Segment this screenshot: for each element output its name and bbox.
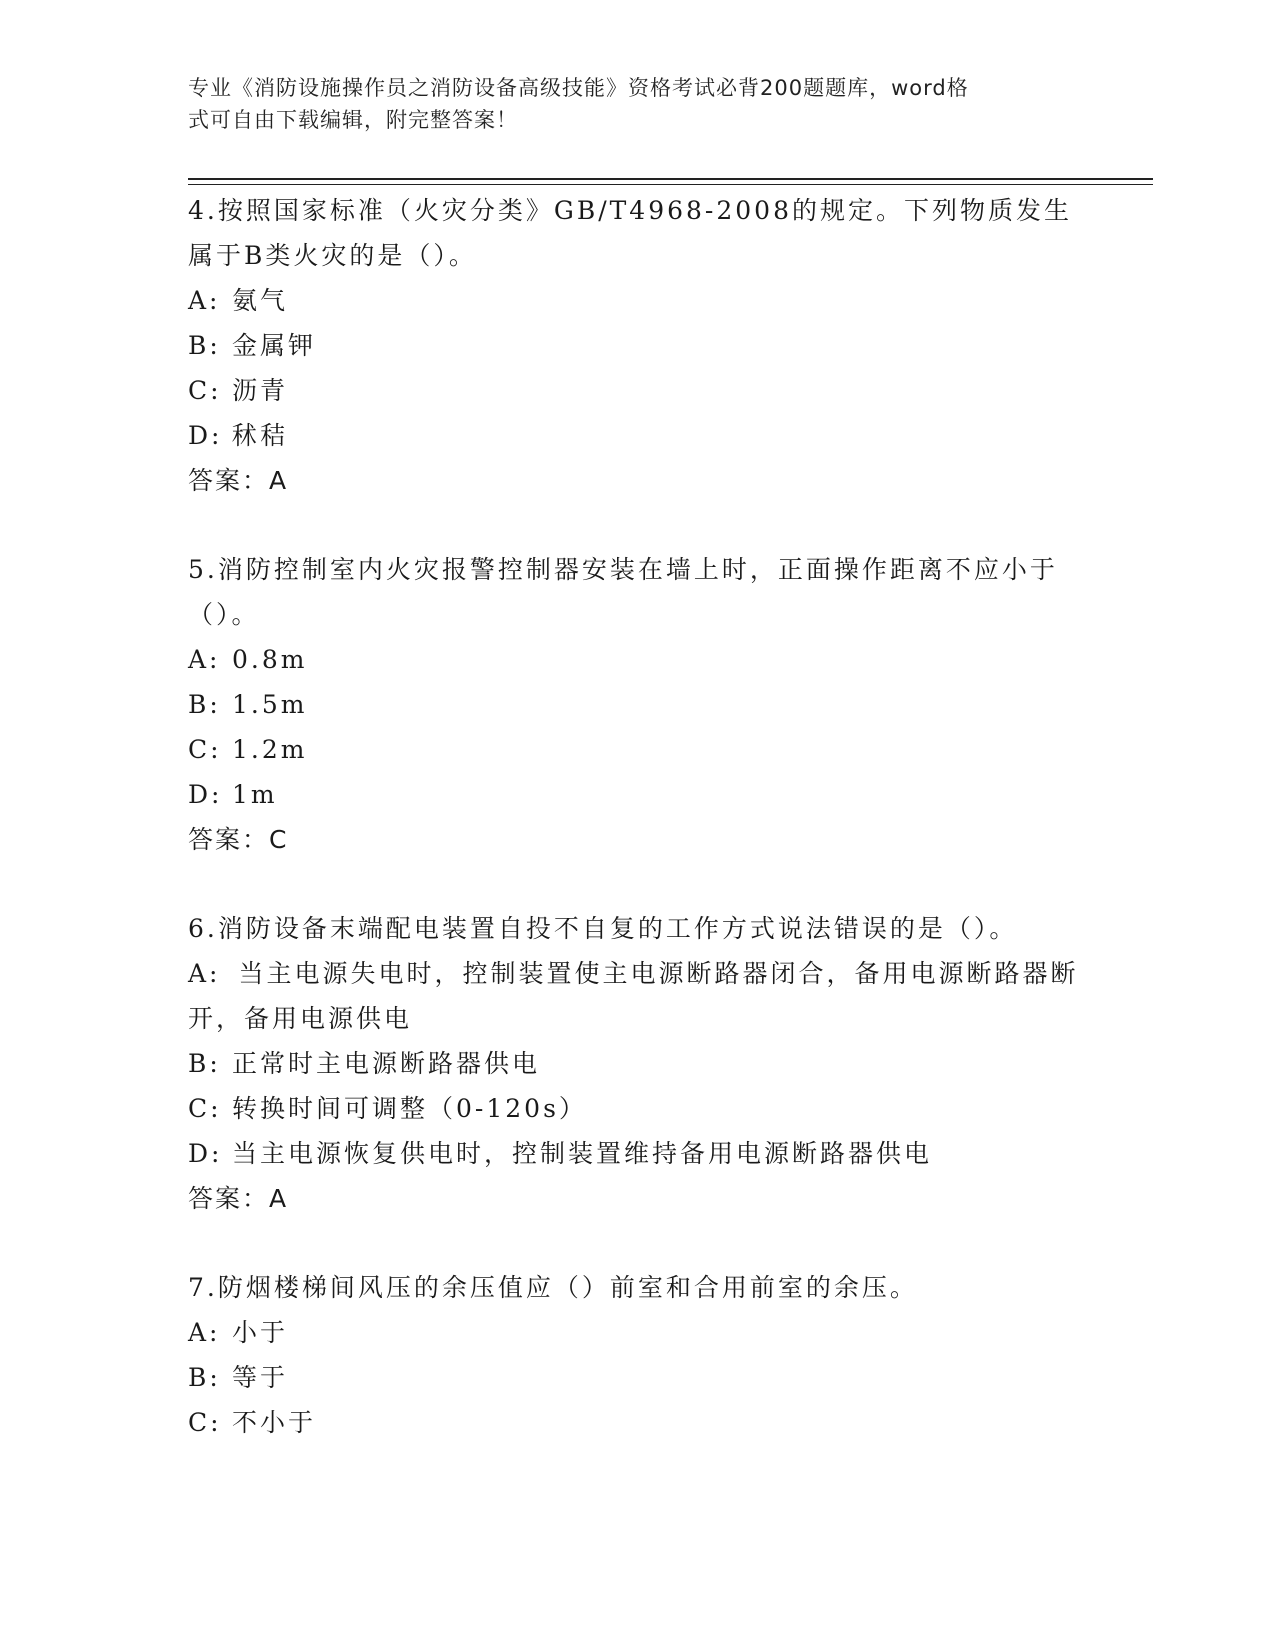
option-a: [188, 1310, 1088, 1355]
question-4: [188, 188, 1088, 503]
option-d: [188, 772, 1088, 817]
question-5: [188, 547, 1088, 862]
option-text: 正常时主电源断路器供电: [232, 1049, 541, 1078]
header-divider-thin: [188, 184, 1153, 185]
option-d: [188, 1131, 1088, 1176]
option-c: [188, 368, 1088, 413]
option-letter: D:: [188, 421, 223, 450]
option-letter: B:: [188, 1363, 221, 1392]
question-number: 7.: [188, 1273, 218, 1302]
option-text: 氨气: [232, 286, 289, 315]
option-a: [188, 637, 1088, 682]
option-c: [188, 1086, 1088, 1131]
question-6: [188, 906, 1088, 1221]
question-text: 防烟楼梯间风压的余压值应（）前室和合用前室的余压。: [217, 1273, 918, 1302]
option-b: [188, 1041, 1088, 1086]
option-text: 小于: [232, 1318, 289, 1347]
answer-line: 答案：C: [188, 825, 289, 854]
option-text: 不小于: [232, 1408, 317, 1437]
option-text: 秫秸: [232, 421, 289, 450]
option-text: 1m: [232, 780, 278, 809]
question-number: 6.: [188, 914, 218, 943]
option-a: [188, 278, 1088, 323]
option-text: 等于: [232, 1363, 289, 1392]
question-list: [188, 188, 1088, 1489]
header-divider-thick: [188, 178, 1153, 180]
option-b: [188, 682, 1088, 727]
option-letter: A:: [188, 286, 221, 315]
option-letter: B:: [188, 331, 221, 360]
option-a: [188, 951, 1088, 1041]
question-title: [188, 188, 1088, 278]
option-text: 金属钾: [232, 331, 317, 360]
question-title: [188, 1265, 1088, 1310]
option-letter: C:: [188, 1094, 222, 1123]
option-letter: A:: [188, 959, 221, 988]
option-text: 1.2m: [232, 735, 308, 764]
option-text: 当主电源失电时，控制装置使主电源断路器闭合，备用电源断路器断开，备用电源供电: [188, 959, 1079, 1033]
question-number: 5.: [188, 555, 218, 584]
option-letter: A:: [188, 1318, 221, 1347]
option-c: [188, 1400, 1088, 1445]
option-text: 当主电源恢复供电时，控制装置维持备用电源断路器供电: [232, 1139, 933, 1168]
question-7: [188, 1265, 1088, 1445]
answer-line: 答案：A: [188, 466, 289, 495]
option-letter: A:: [188, 645, 221, 674]
option-b: [188, 323, 1088, 368]
header-line-1: 专业《消防设施操作员之消防设备高级技能》资格考试必背200题题库，word格: [188, 76, 969, 100]
answer-line: 答案：A: [188, 1184, 289, 1213]
option-letter: C:: [188, 376, 222, 405]
option-letter: B:: [188, 690, 221, 719]
question-number: 4.: [188, 196, 218, 225]
option-text: 转换时间可调整（0-120s）: [232, 1094, 587, 1123]
question-title: [188, 906, 1088, 951]
header-line-2: 式可自由下载编辑，附完整答案！: [188, 108, 518, 132]
question-text: 按照国家标准（火灾分类》GB/T4968-2008的规定。下列物质发生属于B类火灾的是（）。: [188, 196, 1072, 270]
question-text: 消防设备末端配电装置自投不自复的工作方式说法错误的是（）。: [217, 914, 1018, 943]
option-letter: C:: [188, 735, 222, 764]
option-text: 0.8m: [232, 645, 308, 674]
option-d: [188, 413, 1088, 458]
option-b: [188, 1355, 1088, 1400]
option-text: 1.5m: [232, 690, 308, 719]
option-letter: B:: [188, 1049, 221, 1078]
question-text: 消防控制室内火灾报警控制器安装在墙上时，正面操作距离不应小于（）。: [188, 555, 1058, 629]
question-title: [188, 547, 1088, 637]
option-letter: D:: [188, 1139, 223, 1168]
option-c: [188, 727, 1088, 772]
option-letter: D:: [188, 780, 223, 809]
option-letter: C:: [188, 1408, 222, 1437]
option-text: 沥青: [232, 376, 289, 405]
document-header: [188, 72, 1068, 136]
